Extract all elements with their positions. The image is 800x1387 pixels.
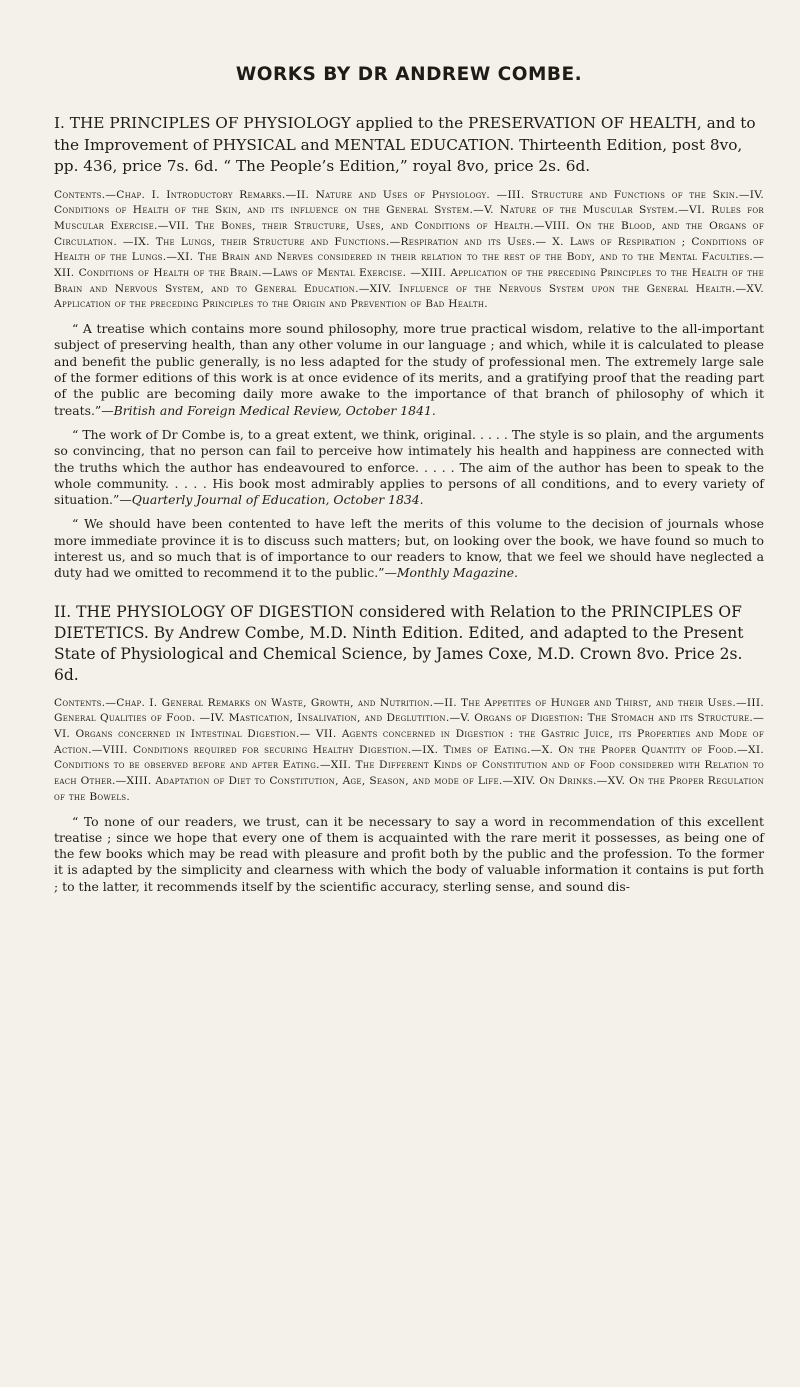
- book-2-review-1: “ To none of our readers, we trust, can it be necessary to say a word in recommendation of this excellent treatise ; since we hope that every one of them is acquainted with the rare merit it possesses, as being one of the few books which may be read with pleasure and profit both by the public and the profession. To the former it is adapted by the simplicity and clearness with which the body of valuable information it contains is put forth ; to the latter, it recommends itself by the scientific accuracy, sterling sense, and sound dis-: [54, 813, 764, 894]
- review-quote: “ We should have been contented to have left the merits of this volume to the decision of journals whose more immediate province it is to discuss such matters; but, on looking over the book, we have found so much to interest us, and so much that is of importance to our readers to know, that we feel we should have neglected a duty had we omitted to recommend it to the public.”—: [54, 516, 764, 581]
- review-source: British and Foreign Medical Review, October 1841.: [113, 402, 436, 418]
- review-quote: “ The work of Dr Combe is, to a great extent, we think, original. . . . . The style is so plain, and the arguments so convincing, that no person can fail to perceive how intimately his health and happiness are connected with the truths which the author has endeavoured to enforce. . . . . The aim of the author has been to speak to the whole community. . . . . His book most admirably applies to persons of all conditions, and to every variety of situation.”—: [54, 426, 764, 508]
- book-1-title: I. THE PRINCIPLES OF PHYSIOLOGY applied to the PRESERVATION OF HEALTH, and to the Improvement of PHYSICAL and MENTAL EDUCATION. Thirteenth Edition, post 8vo, pp. 436, price 7s. 6d. “ The People’s Edition,” royal 8vo, price 2s. 6d.: [54, 114, 756, 175]
- review-source: Quarterly Journal of Education, October 1834.: [131, 492, 424, 508]
- book-2: [54, 602, 764, 895]
- book-2-contents: Contents.—Chap. I. General Remarks on Waste, Growth, and Nutrition.—II. The Appetites of Hunger and Thirst, and their Uses.—III. General Qualities of Food. —IV. Mastication, Insalivation, and Deglutition.—V. Organs of Digestion: The Stomach and its Structure.—VI. Organs concerned in Intestinal Digestion.— VII. Agents concerned in Digestion : the Gastric Juice, its Properties and Mode of Action.—VIII. Conditions required for securing Healthy Digestion.—IX. Times of Eating.—X. On the Proper Quantity of Food.—XI. Conditions to be observed before and after Eating.—XII. The Different Kinds of Constitution and of Food considered with Relation to each Other.—XIII. Adaptation of Diet to Constitution, Age, Season, and mode of Life.—XIV. On Drinks.—XV. On the Proper Regulation of the Bowels.: [54, 696, 764, 803]
- book-2-title: II. THE PHYSIOLOGY OF DIGESTION considered with Relation to the PRINCIPLES OF DIETETICS. By Andrew Combe, M.D. Ninth Edition. Edited, and adapted to the Present State of Physiological and Chemical Science, by James Coxe, M.D. Crown 8vo. Price 2s. 6d.: [54, 602, 744, 684]
- page-heading: WORKS BY DR ANDREW COMBE.: [235, 64, 583, 85]
- book-1-review-1: [54, 321, 764, 419]
- book-1-review-2: [54, 427, 764, 508]
- book-1-review-3: [54, 516, 764, 581]
- book-1: [54, 113, 764, 582]
- review-quote: “ A treatise which contains more sound philosophy, more true practical wisdom, relative to the all-important subject of preserving health, than any other volume in our language ; and which, while it is calculated to please and benefit the public generally, is no less adapted for the study of professional men. The extremely large sale of the former editions of this work is at once evidence of its merits, and a gratifying proof that the reading part of the public are becoming daily more awake to the importance of that branch of philosophy of which it treats.”—: [54, 321, 764, 418]
- review-source: Monthly Magazine.: [396, 565, 518, 581]
- book-1-contents: Contents.—Chap. I. Introductory Remarks.—II. Nature and Uses of Physiology. —III. Structure and Functions of the Skin.—IV. Conditions of Health of the Skin, and its influence on the General System.—V. Nature of the Muscular System.—VI. Rules for Muscular Exercise.—VII. The Bones, their Structure, Uses, and Conditions of Health.—VIII. On the Blood, and the Organs of Circulation. —IX. The Lungs, their Structure and Functions.—Respiration and its Uses.— X. Laws of Respiration ; Conditions of Health of the Lungs.—XI. The Brain and Nerves considered in their relation to the rest of the Body, and to the Mental Faculties.—XII. Conditions of Health of the Brain.—Laws of Mental Exercise. —XIII. Application of the preceding Principles to the Health of the Brain and Nervous System, and to General Education.—XIV. Influence of the Nervous System upon the General Health.—XV. Application of the preceding Principles to the Origin and Prevention of Bad Health.: [54, 188, 764, 311]
